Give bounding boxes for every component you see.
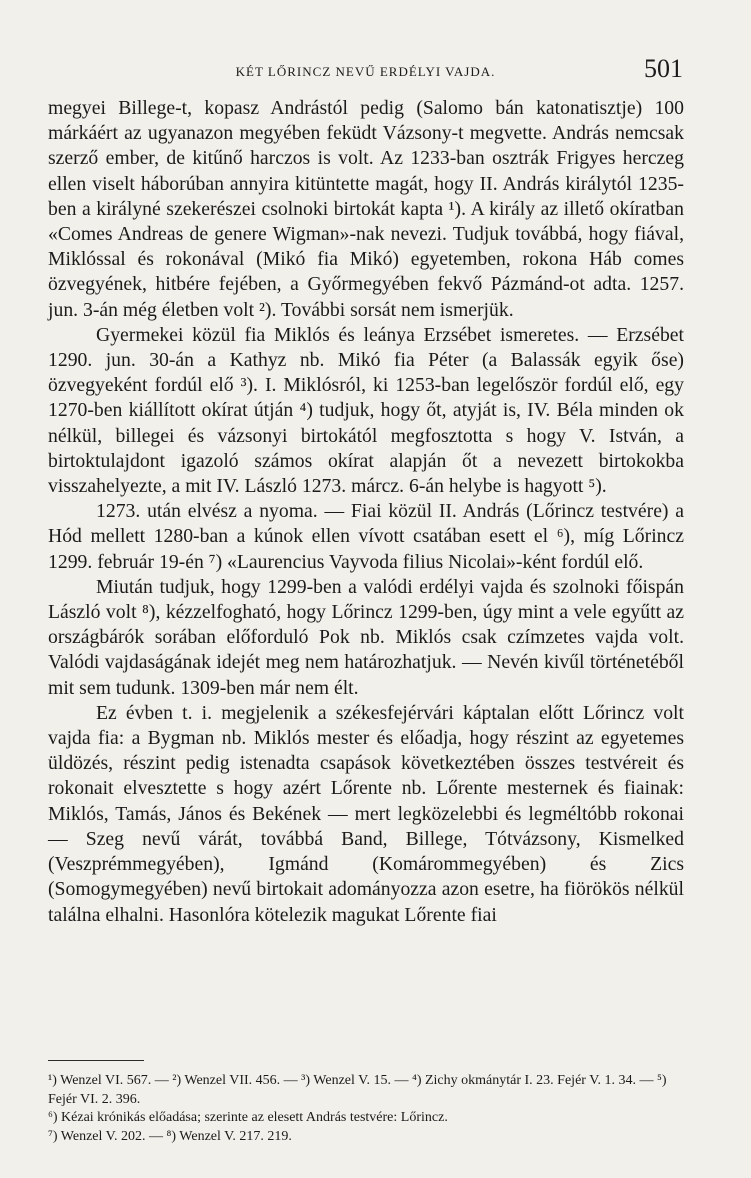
running-title: KÉT LŐRINCZ NEVŰ ERDÉLYI VAJDA. (235, 64, 496, 79)
paragraph-continuation: megyei Billege-t, kopasz Andrástól pedig (Salomo bán katonatisztje) 100 márkáért az ugyanazon megyében feküdt Vázsony-t megvette. András nemcsak szerző ember, de kitűnő harczos is volt. Az 1233-ban osztrák Frigyes herczeg ellen viselt háborúban annyira kitüntette magát, hogy II. András királytól 1235-ben a királyné szekerészei csolnoki birtokát kapta ¹). A király az illető okíratban «Comes Andreas de genere Wigman»-nak nevezi. Tudjuk továbbá, hogy fiával, Miklóssal és rokonával (Mikó fia Mikó) egyetemben, rokona Háb comes özvegyének, hitbére fejében, a Győrmegyében fekvő Pázmánd-ot adta. 1257. jun. 3-án még életben volt ²). További sorsát nem ismerjük. (48, 97, 684, 321)
footnote-divider (48, 1060, 144, 1061)
footnote-line: ⁶) Kézai krónikás előadása; szerinte az elesett András testvére: Lőrincz. (48, 1110, 448, 1125)
paragraph: Miután tudjuk, hogy 1299-ben a valódi erdélyi vajda és szolnoki főispán László volt ⁸), kézzelfogható, hogy Lőrincz 1299-ben, úgy mint a vele egyűtt az országbárók sorában előforduló Pok nb. Miklós csak czímzetes vajda volt. Valódi vajdaságának idejét meg nem határozhatjuk. — Nevén kivűl történetéből mit sem tudunk. 1309-ben már nem élt. (48, 575, 684, 699)
footnote-line: ¹) Wenzel VI. 567. — ²) Wenzel VII. 456. — ³) Wenzel V. 15. — ⁴) Zichy okmánytár I. 23. Fejér V. 1. 34. — ⁵) Fejér VI. 2. 396. (48, 1073, 671, 1107)
paragraph: Gyermekei közül fia Miklós és leánya Erzsébet ismeretes. — Erzsébet 1290. jun. 30-án a Kathyz nb. Mikó fia Péter (a Balassák egyik őse) özvegyeként fordúl elő ³). I. Miklósról, ki 1253-ban legelőször fordúl elő, egy 1270-ben kiállított okírat útján ⁴) tudjuk, hogy őt, atyját is, IV. Béla minden ok nélkül, billegei és vázsonyi birtokától megfosztotta s hogy V. István, a birtoktulajdont igazoló számos okírat alapján őt a nevezett birtokokba visszahelyezte, a mit IV. László 1273. márcz. 6-án helybe is hagyott ⁵). (48, 323, 684, 498)
footnotes (48, 1072, 684, 1146)
body-text (48, 96, 684, 928)
footnote-line: ⁷) Wenzel V. 202. — ⁸) Wenzel V. 217. 219. (48, 1128, 292, 1144)
paragraph: Ez évben t. i. megjelenik a székesfejérvári káptalan előtt Lőrincz volt vajda fia: a Bygman nb. Miklós mester és előadja, hogy részint az egyetemes üldözés, részint pedig istenadta csapások következtében összes testvéreit és rokonait elvesztette s hogy azért Lőrente nb. Lőrente mesternek és fiainak: Miklós, Tamás, János és Bekének — mert legközelebbi és legméltóbb rokonai — Szeg nevű várát, továbbá Band, Billege, Tótvázsony, Kismelked (Veszprémmegyében), Igmánd (Komárommegyében) és Zics (Somogymegyében) nevű birtokait adományozza azon esetre, ha fiörökös nélkül találna elhalni. Hasonlóra kötelezik magukat Lőrente fiai (48, 701, 684, 926)
page-header (48, 52, 683, 92)
paragraph: 1273. után elvész a nyoma. — Fiai közül II. András (Lőrincz testvére) a Hód mellett 1280-ban a kúnok ellen vívott csatában esett el ⁶), míg Lőrincz 1299. február 19-én ⁷) «Laurencius Vayvoda filius Nicolai»-ként fordúl elő. (48, 500, 684, 573)
page-number: 501 (644, 54, 683, 83)
